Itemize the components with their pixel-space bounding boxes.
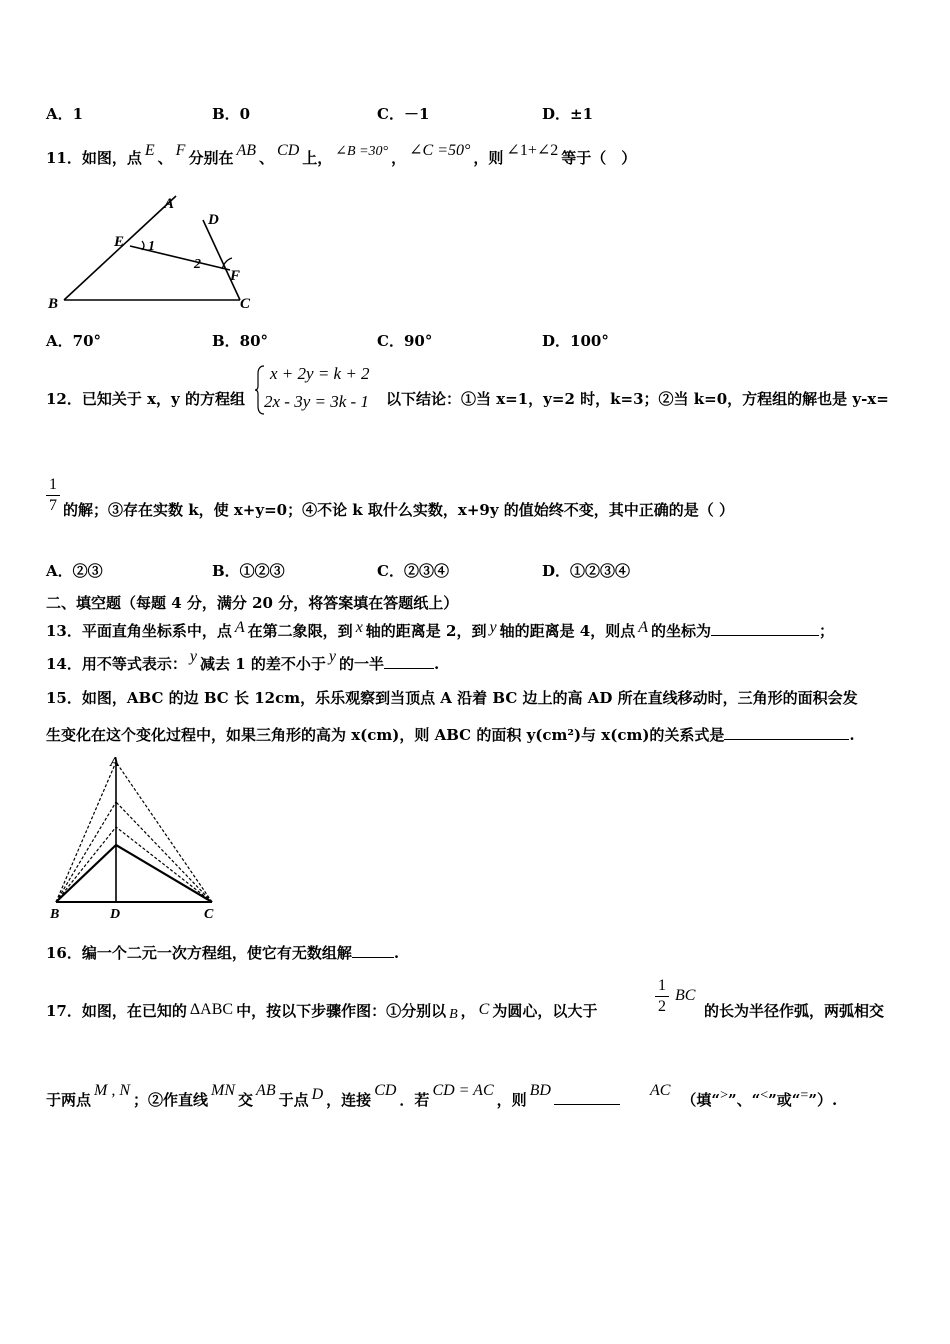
q12-fraction <box>46 476 60 515</box>
q16-question: 16．编一个二元一次方程组，使它有无数组解 . <box>46 944 400 962</box>
q14-answer-blank[interactable] <box>384 653 434 669</box>
q11-option-a: A．70° <box>46 332 102 350</box>
q17-bc: BC <box>675 987 696 1004</box>
q14-question: 14．用不等式表示： y 减去 1 的差不小于 y 的一半 . <box>46 648 440 673</box>
q12-line2: 的解；③存在实数 k，使 x+y=0；④不论 k 取什么实数，x+9y 的值始终不变，其中正确的是（ ） <box>63 501 735 519</box>
q12-equation-2: 2x - 3y = 3k - 1 <box>264 392 369 411</box>
q11-question: 11．如图，点 E 、 F 分别在 AB 、 CD 上， ∠B =30° ， ∠C =50° ，则 ∠1+∠2 等于（ ） <box>46 142 637 167</box>
q12-tail: 以下结论：①当 x=1，y=2 时，k=3；②当 k=0，方程组的解也是 y-x= <box>386 390 889 408</box>
q15-line2: 生变化在这个变化过程中，如果三角形的高为 x(cm)，则 ABC 的面积 y(cm²)与 x(cm)的关系式是 . <box>46 726 855 744</box>
q11-label-d: D <box>208 212 219 228</box>
q17-frac-den: 2 <box>658 998 666 1015</box>
q15-figure <box>44 752 224 922</box>
q12-frac-den: 7 <box>49 497 57 514</box>
q12-lead: 12．已知关于 x，y 的方程组 <box>46 390 245 408</box>
q11-label-f: F <box>230 268 241 284</box>
q17-line2: 于两点M , N；②作直线MN交AB于点 D ，连接CD．若CD = AC，则BD AC（填“>”、“<”或“=”）. <box>46 1082 838 1109</box>
q17-frac-num: 1 <box>658 977 666 994</box>
q11-label-1: 1 <box>148 239 155 254</box>
q12-frac-num: 1 <box>49 476 57 493</box>
q12-option-b: B．①②③ <box>212 562 285 580</box>
q10-option-b: B．0 <box>212 105 251 123</box>
q13-question: 13．平面直角坐标系中，点 A 在第二象限，到 x 轴的距离是 2，到 y 轴的距离是 4，则点 A 的坐标为 ； <box>46 619 835 640</box>
q11-figure <box>40 188 270 318</box>
q12-option-d: D．①②③④ <box>542 562 631 580</box>
q12-equation-1: x + 2y = k + 2 <box>270 364 370 383</box>
q12-option-c: C．②③④ <box>377 562 449 580</box>
section-heading: 二、填空题（每题 4 分，满分 20 分，将答案填在答题纸上） <box>46 594 459 612</box>
q11-label-b: B <box>48 296 59 312</box>
q13-answer-blank[interactable] <box>711 620 819 636</box>
q15-label-a: A <box>110 755 120 770</box>
q15-label-d: D <box>110 907 121 922</box>
q15-line1: 15．如图，ABC 的边 BC 长 12cm，乐乐观察到当顶点 A 沿着 BC 边上的高 AD 所在直线移动时，三角形的面积会发 <box>46 689 858 707</box>
q11-option-c: C．90° <box>377 332 433 350</box>
q11-label-a: A <box>164 196 175 212</box>
q15-label-b: B <box>50 907 60 922</box>
q15-label-c: C <box>204 907 214 922</box>
q11-label-2: 2 <box>194 257 201 272</box>
q17-line1-end: 的长为半径作弧，两弧相交 <box>704 1002 885 1020</box>
q15-answer-blank[interactable] <box>724 724 849 740</box>
q10-option-a: A．1 <box>46 105 84 123</box>
q11-option-d: D．100° <box>542 332 609 350</box>
q11-label-c: C <box>240 296 251 312</box>
q17-line1: 17．如图，在已知的 ΔABC 中，按以下步骤作图：①分别以 B ， C 为圆心，以大于 <box>46 1001 598 1022</box>
q10-option-c: C．－1 <box>377 105 430 123</box>
q16-answer-blank[interactable] <box>352 942 394 958</box>
q11-label-e: E <box>114 234 125 250</box>
q11-option-b: B．80° <box>212 332 269 350</box>
q10-option-d: D．±1 <box>542 105 594 123</box>
q17-answer-blank[interactable] <box>554 1089 620 1105</box>
q12-option-a: A．②③ <box>46 562 103 580</box>
q17-fraction <box>655 977 669 1016</box>
